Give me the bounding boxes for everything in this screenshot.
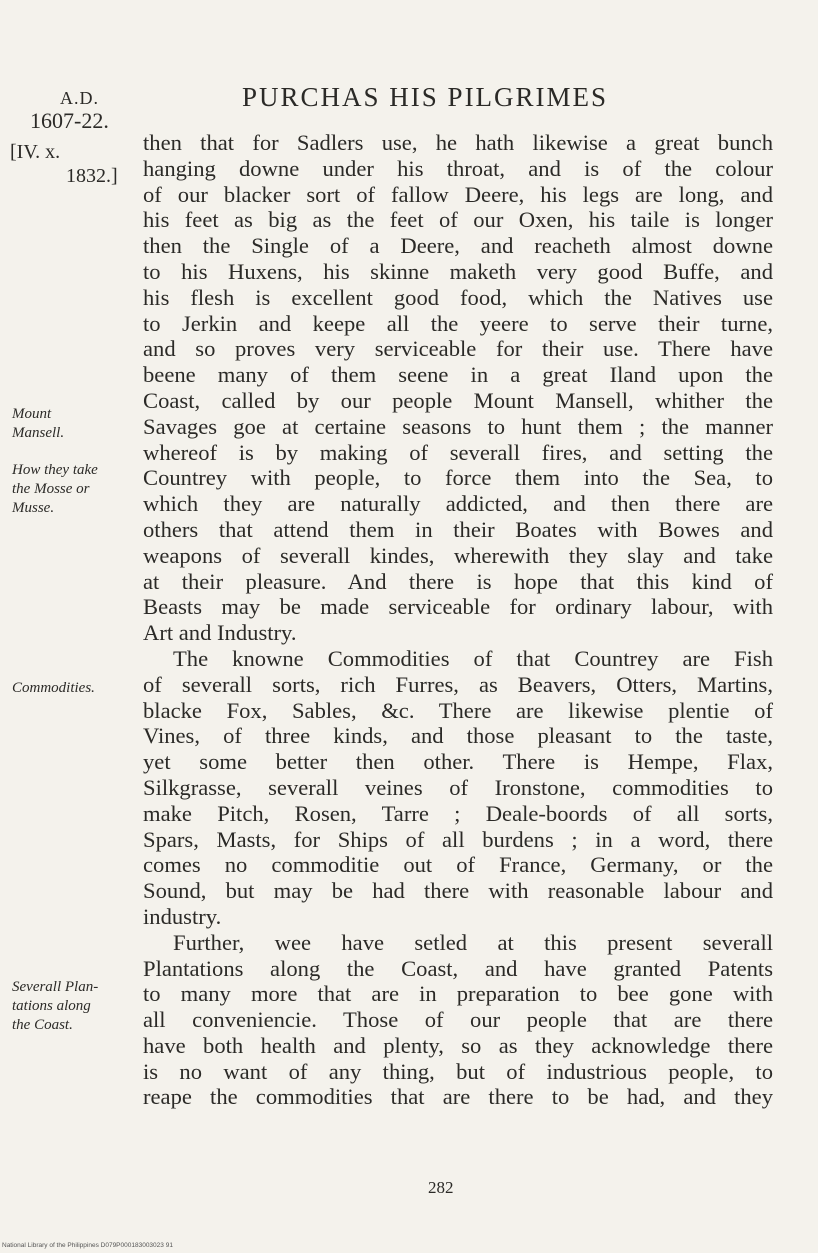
text-line: then the Single of a Deere, and reacheth almost downe: [143, 233, 773, 259]
text-line: weapons of severall kindes, wherewith they slay and take: [143, 542, 773, 568]
text-line: hanging downe under his throat, and is of the colour: [143, 155, 773, 181]
page-number: 282: [428, 1178, 454, 1197]
text-line: is no want of any thing, but of industrious people, to: [143, 1058, 773, 1084]
text-line: Silkgrasse, severall veines of Ironstone, commodities to: [143, 774, 773, 800]
library-stamp: National Library of the Philippines D079P000183003023 91: [2, 1242, 173, 1249]
text-line: beene many of them seene in a great Iland upon the: [143, 362, 773, 388]
text-line: Plantations along the Coast, and have granted Patents: [143, 955, 773, 981]
text-line: his feet as big as the feet of our Oxen, his taile is longer: [143, 207, 773, 233]
text-line: Beasts may be made serviceable for ordinary labour, with: [143, 594, 773, 620]
text-line: industry.: [143, 903, 222, 929]
text-line: others that attend them in their Boates with Bowes and: [143, 516, 773, 542]
margin-note-how-they-take: [12, 461, 127, 518]
text-line: Countrey with people, to force them into the Sea, to: [143, 465, 773, 491]
text-line: of severall sorts, rich Furres, as Beavers, Otters, Martins,: [143, 671, 773, 697]
year-range: 1607-22.: [30, 108, 109, 133]
text-line: at their pleasure. And there is hope that this kind of: [143, 568, 773, 594]
margin-note-mount-mansell: [12, 405, 127, 443]
text-line: Further, wee have setled at this present severall: [173, 929, 773, 955]
text-line: comes no commoditie out of France, Germany, or the: [143, 852, 773, 878]
margin-note-line: Mount: [12, 406, 52, 422]
margin-note-line: tations along: [12, 998, 91, 1014]
text-line: Art and Industry.: [143, 620, 297, 646]
text-line: have both health and plenty, so as they acknowledge there: [143, 1032, 773, 1058]
margin-note-line: the Coast.: [12, 1017, 73, 1033]
margin-note-line: the Mosse or: [12, 481, 90, 497]
text-line: which they are naturally addicted, and then there are: [143, 491, 773, 517]
text-line: Spars, Masts, for Ships of all burdens ; in a word, there: [143, 826, 773, 852]
text-line: and so proves very serviceable for their use. There have: [143, 336, 773, 362]
body-text: [143, 130, 773, 1110]
margin-note-line: Severall Plan-: [12, 979, 99, 995]
text-line: make Pitch, Rosen, Tarre ; Deale-boords of all sorts,: [143, 800, 773, 826]
volume-reference: [IV. x.: [10, 141, 61, 163]
margin-note-line: Commodities.: [12, 680, 95, 696]
text-line: blacke Fox, Sables, &c. There are likewise plentie of: [143, 697, 773, 723]
margin-note-line: Musse.: [12, 500, 55, 516]
text-line: of our blacker sort of fallow Deere, his legs are long, and: [143, 181, 773, 207]
text-line: to many more that are in preparation to bee gone with: [143, 981, 773, 1007]
anno-domini-label: A.D.: [60, 88, 99, 108]
text-line: to his Huxens, his skinne maketh very good Buffe, and: [143, 258, 773, 284]
margin-note-line: How they take: [12, 462, 98, 478]
text-line: Sound, but may be had there with reasonable labour and: [143, 878, 773, 904]
text-line: all conveniencie. Those of our people that are there: [143, 1007, 773, 1033]
text-line: then that for Sadlers use, he hath likewise a great bunch: [143, 130, 773, 155]
text-line: Coast, called by our people Mount Mansell, whither the: [143, 387, 773, 413]
text-line: The knowne Commodities of that Countrey are Fish: [173, 645, 773, 671]
text-line: reape the commodities that are there to be had, and they: [143, 1084, 773, 1110]
text-line: yet some better then other. There is Hempe, Flax,: [143, 749, 773, 775]
running-title: PURCHAS HIS PILGRIMES: [242, 82, 609, 112]
margin-note-plantations: [12, 978, 127, 1035]
text-line: whereof is by making of severall fires, and setting the: [143, 439, 773, 465]
margin-note-line: Mansell.: [12, 425, 65, 441]
text-line: Savages goe at certaine seasons to hunt them ; the manner: [143, 413, 773, 439]
text-line: Vines, of three kinds, and those pleasant to the taste,: [143, 723, 773, 749]
text-line: to Jerkin and keepe all the yeere to serve their turne,: [143, 310, 773, 336]
page-reference: 1832.]: [66, 165, 118, 187]
text-line: his flesh is excellent good food, which the Natives use: [143, 284, 773, 310]
margin-note-commodities: [12, 679, 127, 698]
